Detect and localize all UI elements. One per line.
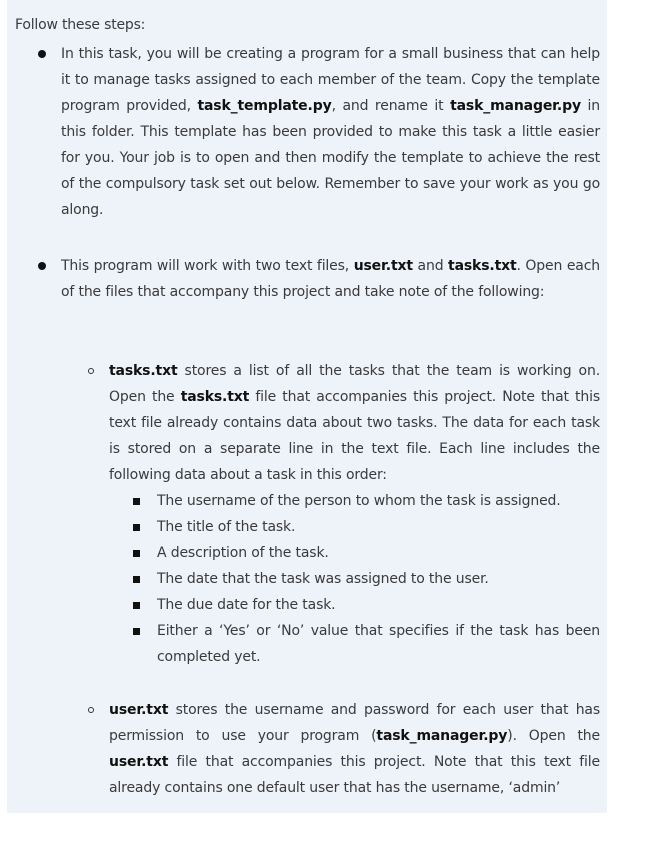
filename-highlight: user.txt xyxy=(353,258,413,274)
text-run: In this task, you will be creating a program for a small business that can help it to manage tasks assigned to each member of the team. Copy the template program provided, xyxy=(61,46,600,114)
text-run: stores a list of all the tasks that the team is working on. Open the xyxy=(109,363,600,405)
field-item-title: The title of the task. xyxy=(157,519,296,535)
text-run: and xyxy=(412,258,449,274)
field-bullet xyxy=(133,602,140,609)
field-item-due-date: The due date for the task. xyxy=(157,597,336,613)
user-file-bullet xyxy=(88,707,94,713)
step-2-text xyxy=(61,253,600,305)
text-run: This program will work with two text files, xyxy=(61,258,354,274)
text-run: file that accompanies this project. Note that this text file already contains one default user that has the username, ‘admin’ xyxy=(109,754,600,796)
text-run: ). Open the xyxy=(507,728,600,744)
text-run: . Open each of the files that accompany this project and take note of the following: xyxy=(61,258,600,300)
tasks-file-text xyxy=(109,358,600,488)
filename-highlight: tasks.txt xyxy=(109,363,178,379)
field-bullet xyxy=(133,576,140,583)
filename-highlight: tasks.txt xyxy=(448,258,517,274)
text-run: in this folder. This template has been provided to make this task a little easier for you. Your job is to open and then modify the template to achieve the rest of the compulsory task set out below. Remember to save your work as you go along. xyxy=(61,98,601,218)
field-item-assigned-date: The date that the task was assigned to the user. xyxy=(157,571,489,587)
filename-highlight: task_manager.py xyxy=(450,98,581,114)
intro-heading: Follow these steps: xyxy=(15,17,146,33)
field-bullet xyxy=(133,628,140,635)
instructions-panel xyxy=(7,0,607,813)
field-item-description: A description of the task. xyxy=(157,545,329,561)
text-run: stores the username and password for each user that has permission to use your program ( xyxy=(109,702,600,744)
field-item-completed: Either a ‘Yes’ or ‘No’ value that specifies if the task has been completed yet. xyxy=(157,623,600,665)
step-1-text xyxy=(61,41,600,223)
field-bullet xyxy=(133,550,140,557)
filename-highlight: task_template.py xyxy=(197,98,332,114)
filename-highlight: tasks.txt xyxy=(180,389,250,405)
tasks-file-bullet xyxy=(88,368,94,374)
user-file-text xyxy=(109,697,600,801)
field-bullet xyxy=(133,498,140,505)
text-run: , and rename it xyxy=(331,98,451,114)
field-item-username: The username of the person to whom the task is assigned. xyxy=(157,493,561,509)
filename-highlight: user.txt xyxy=(109,702,169,718)
step-2-bullet xyxy=(38,262,46,270)
text-run: file that accompanies this project. Note that this text file already contains data about two tasks. The data for each task is stored on a separate line in the text file. Each line includes the following data about a task in this order: xyxy=(109,389,600,483)
field-bullet xyxy=(133,524,140,531)
filename-highlight: user.txt xyxy=(109,754,169,770)
step-1-bullet xyxy=(38,50,46,58)
filename-highlight: task_manager.py xyxy=(376,728,508,744)
